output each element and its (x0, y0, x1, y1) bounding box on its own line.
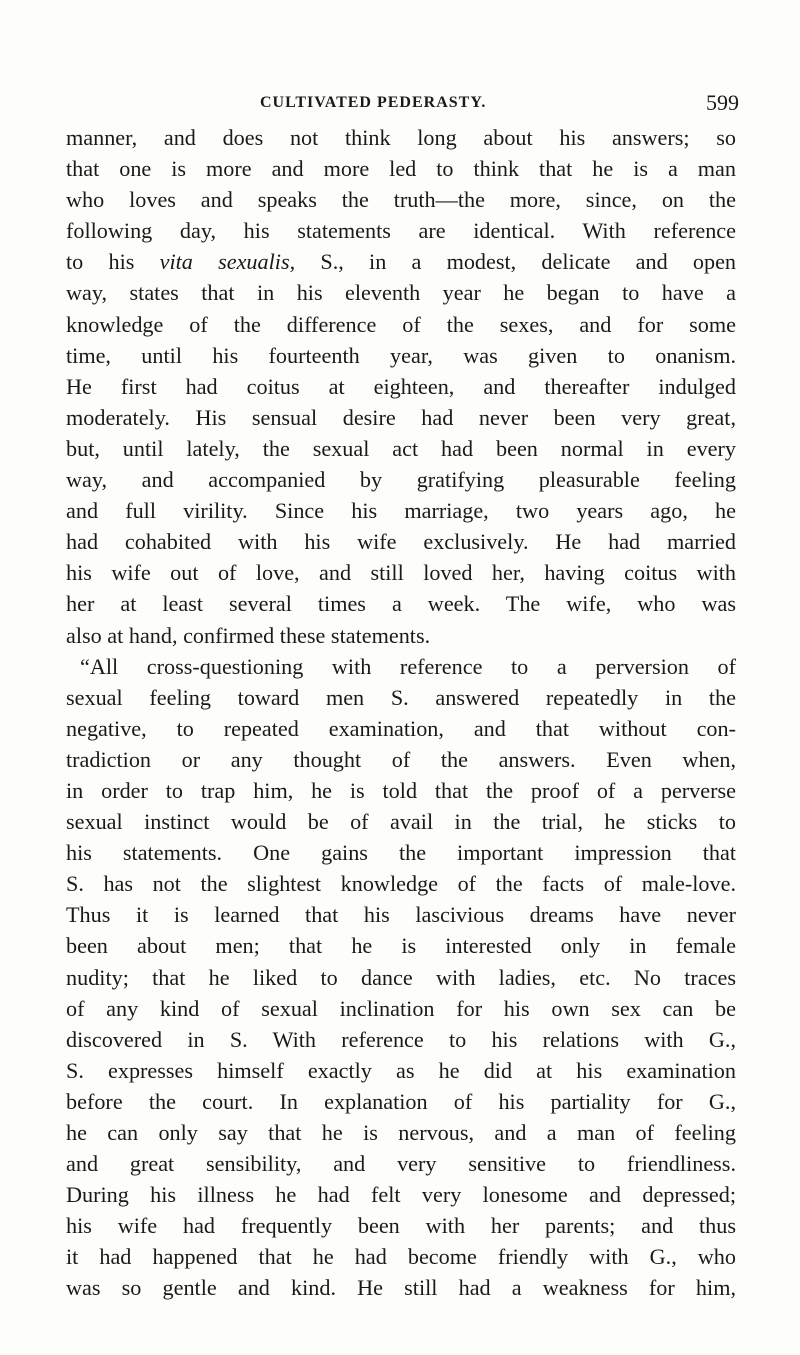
text-line: his wife out of love, and still loved her, having coitus with (66, 560, 736, 586)
text-line: He first had coitus at eighteen, and thereafter indulged (66, 373, 736, 399)
text-line: in order to trap him, he is told that the proof of a perverse (66, 777, 736, 803)
text-line: nudity; that he liked to dance with ladies, etc. No traces (66, 964, 736, 990)
text-line: that one is more and more led to think that he is a man (66, 156, 736, 182)
text-line: knowledge of the difference of the sexes, and for some (66, 311, 736, 337)
text-line: it had happened that he had become friendly with G., who (66, 1244, 736, 1270)
text-line: been about men; that he is interested only in female (66, 933, 736, 959)
text-line: “All cross-questioning with reference to a perversion of (80, 653, 736, 679)
text-line: way, and accompanied by gratifying pleasurable feeling (66, 467, 736, 493)
text-line: following day, his statements are identical. With reference (66, 218, 736, 244)
text-line: manner, and does not think long about his answers; so (66, 125, 736, 150)
text-line: sexual feeling toward men S. answered repeatedly in the (66, 684, 736, 710)
page-number: 599 (706, 90, 739, 115)
text-line (66, 246, 736, 277)
italic-term: vita sexualis, (159, 249, 296, 275)
text-line: moderately. His sensual desire had never been very great, (66, 404, 736, 430)
text-line: her at least several times a week. The wife, who was (66, 591, 736, 617)
text-line: who loves and speaks the truth—the more, since, on the (66, 187, 736, 213)
text-line: also at hand, confirmed these statements. (66, 622, 431, 648)
text-line: and full virility. Since his marriage, two years ago, he (66, 498, 736, 524)
text-line: of any kind of sexual inclination for his own sex can be (66, 995, 736, 1021)
text-line: had cohabited with his wife exclusively. He had married (66, 529, 736, 555)
text-line: he can only say that he is nervous, and a man of feeling (66, 1120, 736, 1145)
text-line: way, states that in his eleventh year he began to have a (66, 280, 736, 306)
text-fragment: S., in a modest, delicate and open (320, 249, 737, 275)
running-head (66, 76, 739, 115)
text-line: before the court. In explanation of his partiality for G., (66, 1088, 736, 1114)
text-line: and great sensibility, and very sensitive to friendliness. (66, 1151, 736, 1177)
text-line: but, until lately, the sexual act had been normal in every (66, 435, 736, 461)
running-title: CULTIVATED PEDERASTY. (260, 94, 487, 111)
text-line: negative, to repeated examination, and that without con- (66, 715, 736, 741)
text-line: S. has not the slightest knowledge of the facts of male-love. (66, 871, 736, 897)
text-line: discovered in S. With reference to his relations with G., (66, 1026, 736, 1052)
text-line: tradiction or any thought of the answers. Even when, (66, 746, 736, 772)
book-page (66, 76, 739, 1304)
text-line: was so gentle and kind. He still had a weakness for him, (66, 1275, 736, 1301)
text-line: During his illness he had felt very lonesome and depressed; (66, 1182, 736, 1208)
text-line: his wife had frequently been with her parents; and thus (66, 1213, 736, 1239)
text-line: Thus it is learned that his lascivious dreams have never (66, 902, 736, 928)
text-line: S. expresses himself exactly as he did at his examination (66, 1057, 736, 1083)
body-text (66, 122, 736, 1304)
text-fragment: to his (66, 249, 135, 275)
text-line: sexual instinct would be of avail in the trial, he sticks to (66, 809, 736, 835)
text-line: time, until his fourteenth year, was given to onanism. (66, 342, 736, 368)
text-line: his statements. One gains the important impression that (66, 840, 736, 866)
